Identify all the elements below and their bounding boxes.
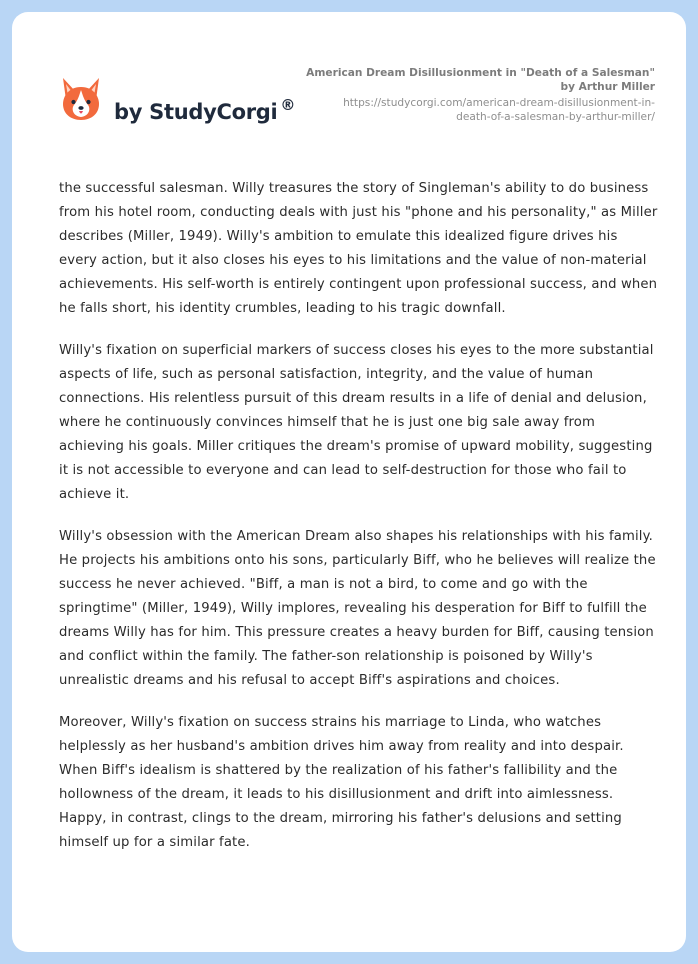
document-url-line-2: death-of-a-salesman-by-arthur-miller/ — [456, 111, 655, 123]
document-title — [295, 66, 655, 94]
document-url-line-1: https://studycorgi.com/american-dream-disillusionment-in- — [343, 97, 655, 109]
document-body — [59, 177, 659, 873]
corgi-logo-icon — [60, 76, 102, 122]
studycorgi-logo[interactable] — [60, 74, 320, 134]
document-title-line-1: American Dream Disillusionment in "Death of a Salesman" — [306, 67, 655, 79]
document-page — [12, 12, 686, 952]
registered-mark: ® — [280, 96, 296, 114]
body-paragraph-2: Willy's fixation on superficial markers of success closes his eyes to the more substantial aspects of life, such as personal satisfaction, integrity, and the value of human connections. His relentless pursuit of this dream results in a life of denial and delusion, where he continuously convinces himself that he is just one big sale away from achieving his goals. Miller critiques the dream's promise of upward mobility, suggesting it is not accessible to everyone and can lead to self-destruction for those who fail to achieve it. — [59, 343, 654, 502]
body-paragraph-3: Willy's obsession with the American Dream also shapes his relationships with his family. He projects his ambitions onto his sons, particularly Biff, who he believes will realize the success he never achieved. "Biff, a man is not a bird, to come and go with the springtime" (Miller, 1949), Willy implores, revealing his desperation for Biff to fulfill the dreams Willy has for him. This pressure creates a heavy burden for Biff, causing tension and conflict within the family. The father-son relationship is poisoned by Willy's unrealistic dreams and his refusal to accept Biff's aspirations and choices. — [59, 529, 656, 688]
brand-name: by StudyCorgi ® — [114, 96, 296, 124]
document-title-line-2: by Arthur Miller — [560, 81, 655, 93]
body-paragraph-4: Moreover, Willy's fixation on success strains his marriage to Linda, who watches helplessly as her husband's ambition drives him away from reality and into despair. When Biff's idealism is shattered by the realization of his father's fallibility and the hollowness of the dream, it leads to his disillusionment and drift into aimlessness. Happy, in contrast, clings to the dream, mirroring his father's delusions and setting himself up for a similar fate. — [59, 715, 624, 850]
body-paragraph-1: the successful salesman. Willy treasures the story of Singleman's ability to do business from his hotel room, conducting deals with just his "phone and his personality," as Miller describes (Miller, 1949). Willy's ambition to emulate this idealized figure drives his every action, but it also closes his eyes to his limitations and the value of non-material achievements. His self-worth is entirely contingent upon professional success, and when he falls short, his identity crumbles, leading to his tragic downfall. — [59, 181, 658, 316]
document-meta — [295, 66, 655, 124]
document-url[interactable] — [295, 96, 655, 124]
